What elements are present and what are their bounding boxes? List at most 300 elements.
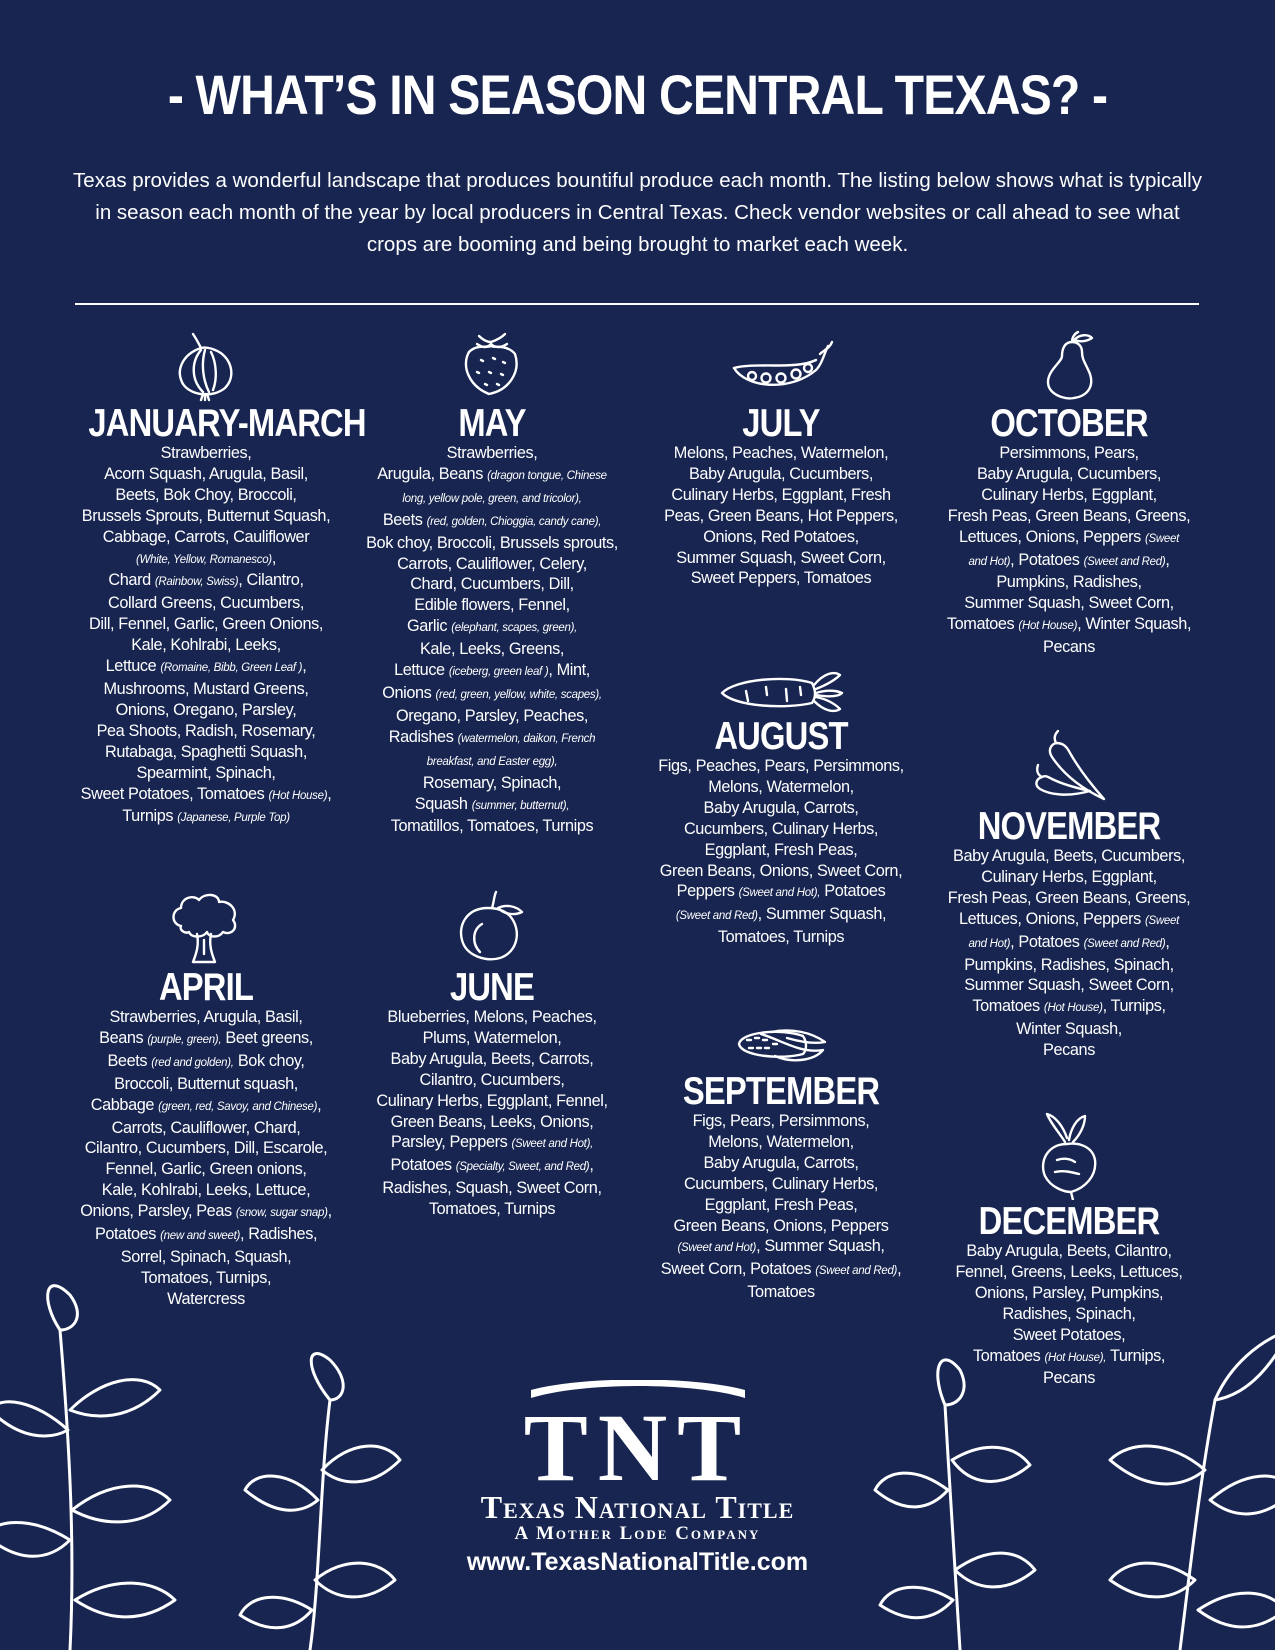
broccoli-icon	[66, 890, 346, 966]
produce-text: Arugula, Beans	[377, 464, 488, 483]
produce-text: Pecans	[1043, 1369, 1095, 1388]
produce-variety-note: (Rainbow, Swiss)	[154, 576, 239, 589]
produce-text: Radishes, Squash, Sweet Corn,	[382, 1179, 602, 1198]
produce-text: Baby Arugula, Cucumbers,	[976, 464, 1162, 483]
produce-variety-note: (Sweet and Hot),	[738, 887, 821, 900]
produce-text: Pumpkins, Radishes, Spinach,	[964, 955, 1174, 974]
produce-line	[929, 996, 1209, 1019]
produce-variety-note: (Sweet and Red)	[1083, 555, 1166, 568]
produce-line	[641, 1259, 921, 1282]
company-logo	[400, 1380, 875, 1544]
produce-text: Eggplant, Fresh Peas,	[704, 840, 858, 859]
produce-line	[352, 464, 632, 487]
produce-line	[641, 798, 921, 819]
produce-text: Melons, Watermelon,	[708, 1132, 854, 1151]
produce-list	[66, 443, 346, 829]
produce-line	[929, 1283, 1209, 1304]
produce-line	[352, 554, 632, 575]
produce-variety-note: (Sweet and Hot),	[511, 1138, 593, 1151]
produce-line	[66, 443, 346, 464]
produce-variety-note: (red and golden),	[151, 1056, 234, 1069]
month-heading: JUNE	[449, 966, 535, 1009]
season-block-sep	[641, 1020, 921, 1303]
month-heading: MAY	[458, 402, 526, 445]
produce-text: Figs, Pears, Persimmons,	[692, 1112, 870, 1130]
produce-text: Tomatoes	[973, 1346, 1045, 1365]
produce-line	[66, 548, 346, 571]
produce-line	[352, 727, 632, 750]
produce-text: ,	[327, 1202, 332, 1221]
produce-line	[352, 1028, 632, 1049]
produce-text: Dill, Fennel, Garlic, Green Onions,	[89, 615, 323, 634]
produce-text: Lettuce	[394, 661, 449, 680]
season-block-dec	[929, 1110, 1209, 1389]
produce-list	[352, 1007, 632, 1220]
produce-text: Baby Arugula, Beets, Cilantro,	[966, 1242, 1172, 1260]
produce-variety-note: (White, Yellow, Romanesco)	[136, 553, 272, 566]
logo-mark: TNT	[523, 1394, 752, 1501]
produce-text: Strawberries,	[160, 444, 252, 462]
produce-line	[641, 777, 921, 798]
produce-text: Onions, Red Potatoes,	[703, 527, 859, 546]
produce-list	[929, 1241, 1209, 1389]
produce-text: Radishes, Spinach,	[1002, 1304, 1136, 1323]
produce-line	[352, 1091, 632, 1112]
produce-text: Chard, Cucumbers, Dill,	[410, 575, 574, 594]
produce-line	[66, 1159, 346, 1180]
produce-line	[352, 1070, 632, 1091]
produce-text: Radishes	[388, 727, 458, 746]
produce-text: Baby Arugula, Cucumbers,	[688, 464, 874, 483]
produce-text: Onions	[382, 683, 436, 702]
produce-variety-note: (Sweet	[1145, 532, 1179, 545]
produce-text: Turnips,	[1106, 1346, 1165, 1365]
produce-variety-note: (watermelon, daikon, French	[457, 732, 596, 745]
produce-variety-note: (Hot House)	[268, 789, 328, 802]
produce-line	[352, 706, 632, 727]
produce-text: Acorn Squash, Arugula, Basil,	[104, 464, 308, 483]
produce-text: Eggplant, Fresh Peas,	[704, 1195, 858, 1214]
produce-line	[641, 861, 921, 882]
produce-text: Tomatoes, Turnips	[428, 1200, 556, 1219]
produce-line	[66, 593, 346, 614]
produce-line	[66, 656, 346, 679]
divider	[75, 303, 1199, 305]
produce-text: Strawberries, Arugula, Basil,	[109, 1008, 303, 1026]
produce-line	[66, 784, 346, 807]
produce-line	[641, 1216, 921, 1237]
produce-line	[66, 1180, 346, 1201]
produce-line	[66, 763, 346, 784]
produce-text: Cucumbers, Culinary Herbs,	[683, 1174, 879, 1193]
produce-variety-note: and Hot)	[968, 937, 1011, 950]
carrot-icon	[641, 665, 921, 715]
produce-text: Baby Arugula, Beets, Cucumbers,	[953, 847, 1185, 865]
produce-line	[66, 570, 346, 593]
produce-text: , Radishes,	[240, 1225, 318, 1244]
produce-variety-note: long, yellow pole, green, and tricolor),	[402, 492, 582, 505]
produce-line	[66, 1028, 346, 1051]
produce-text: Tomatillos, Tomatoes, Turnips	[390, 817, 594, 836]
produce-line	[352, 574, 632, 595]
produce-line	[66, 1247, 346, 1268]
produce-line	[66, 1138, 346, 1159]
produce-line	[641, 568, 921, 589]
produce-text: Collard Greens, Cucumbers,	[108, 594, 304, 613]
leaf-plant-left	[0, 1286, 175, 1650]
produce-text: Summer Squash, Sweet Corn,	[964, 594, 1174, 613]
produce-list	[641, 1111, 921, 1303]
produce-line	[352, 750, 632, 773]
produce-text: Tomatoes	[946, 615, 1019, 634]
produce-text: ,	[897, 1260, 902, 1279]
produce-text: , Potatoes	[1010, 932, 1084, 951]
produce-text: ,	[271, 548, 276, 567]
produce-text: ,	[317, 1095, 322, 1114]
produce-line	[352, 1178, 632, 1199]
produce-variety-note: (Hot House),	[1044, 1351, 1107, 1364]
pear-icon	[929, 330, 1209, 402]
produce-line	[641, 927, 921, 948]
produce-text: Turnips	[122, 807, 178, 826]
produce-line	[641, 840, 921, 861]
produce-text: Chard	[108, 571, 155, 590]
produce-line	[66, 614, 346, 635]
produce-text: Brussels Sprouts, Butternut Squash,	[81, 506, 331, 525]
produce-line	[641, 506, 921, 527]
produce-line	[929, 1368, 1209, 1389]
produce-text: , Winter Squash,	[1077, 615, 1192, 634]
produce-line	[352, 816, 632, 837]
produce-variety-note: (new and sweet)	[160, 1230, 241, 1243]
season-block-nov	[929, 725, 1209, 1061]
produce-text: Rutabaga, Spaghetti Squash,	[105, 742, 307, 761]
produce-text: Onions, Parsley, Peas	[80, 1202, 236, 1221]
produce-line	[929, 867, 1209, 888]
produce-text: Oregano, Parsley, Peaches,	[395, 706, 589, 725]
produce-text: Fennel, Garlic, Green onions,	[105, 1160, 307, 1179]
produce-line	[66, 742, 346, 763]
produce-text: Potatoes	[390, 1156, 456, 1175]
produce-line	[641, 1153, 921, 1174]
produce-list	[66, 1007, 346, 1310]
produce-text: Melons, Peaches, Watermelon,	[673, 444, 889, 462]
month-heading: JANUARY-MARCH	[88, 402, 366, 445]
logo-tagline: A Mother Lode Company	[514, 1523, 761, 1544]
peach-icon	[352, 890, 632, 966]
produce-line	[352, 1049, 632, 1070]
produce-line	[641, 548, 921, 569]
produce-text: Rosemary, Spinach,	[422, 773, 562, 792]
produce-line	[352, 639, 632, 660]
produce-line	[641, 1111, 921, 1132]
produce-text: Garlic	[406, 617, 452, 636]
produce-line	[66, 485, 346, 506]
page-title: - WHAT’S IN SEASON CENTRAL TEXAS? -	[167, 63, 1108, 126]
produce-variety-note: (iceberg, green leaf )	[448, 666, 549, 679]
produce-list	[352, 443, 632, 837]
produce-text: , Summer Squash,	[757, 905, 887, 924]
leaf-plant-center-right	[875, 1360, 1035, 1650]
produce-line	[66, 1201, 346, 1224]
produce-line	[352, 1199, 632, 1220]
produce-text: Kale, Kohlrabi, Leeks,	[131, 636, 281, 655]
season-block-apr	[66, 890, 346, 1310]
produce-line	[641, 1174, 921, 1195]
produce-text: , Cilantro,	[238, 571, 304, 590]
produce-list	[641, 756, 921, 948]
produce-text: Bok choy, Broccoli, Brussels sprouts,	[366, 533, 618, 552]
produce-line	[929, 932, 1209, 955]
produce-text: Persimmons, Pears,	[999, 444, 1139, 462]
produce-line	[641, 1132, 921, 1153]
produce-line	[66, 1224, 346, 1247]
onion-icon	[66, 330, 346, 402]
corn-icon	[641, 1020, 921, 1070]
produce-line	[641, 819, 921, 840]
month-heading: AUGUST	[714, 715, 848, 758]
season-block-jun	[352, 890, 632, 1220]
produce-text: Tomatoes, Turnips,	[140, 1268, 272, 1287]
produce-line	[66, 527, 346, 548]
website-link[interactable]: www.TexasNationalTitle.com	[466, 1548, 809, 1576]
produce-text: Baby Arugula, Carrots,	[703, 1153, 859, 1172]
produce-text: Sweet Corn, Potatoes	[660, 1260, 816, 1279]
produce-line	[641, 1195, 921, 1216]
produce-text: Onions, Parsley, Pumpkins,	[974, 1283, 1164, 1302]
produce-text: Cabbage, Carrots, Cauliflower	[102, 527, 310, 546]
produce-line	[352, 510, 632, 533]
produce-text: Onions, Oregano, Parsley,	[115, 700, 297, 719]
produce-text: Sorrel, Spinach, Squash,	[120, 1247, 292, 1266]
produce-text: Culinary Herbs, Eggplant,	[981, 485, 1157, 504]
produce-line	[66, 700, 346, 721]
season-block-may	[352, 330, 632, 837]
produce-text: Figs, Peaches, Pears, Persimmons,	[658, 757, 904, 775]
produce-line	[641, 464, 921, 485]
produce-line	[66, 1007, 346, 1028]
produce-text: Fresh Peas, Green Beans, Greens,	[947, 888, 1191, 907]
produce-line	[929, 637, 1209, 658]
strawberry-icon	[352, 330, 632, 402]
produce-text: Winter Squash,	[1016, 1020, 1122, 1039]
produce-text: Beet greens,	[221, 1028, 313, 1047]
produce-line	[352, 660, 632, 683]
produce-text: Lettuces, Onions, Peppers	[959, 527, 1145, 546]
produce-text: ,	[327, 784, 332, 803]
chili-pepper-icon	[929, 725, 1209, 805]
produce-line	[352, 487, 632, 510]
produce-text: , Turnips,	[1102, 997, 1166, 1016]
produce-line	[352, 683, 632, 706]
produce-line	[929, 846, 1209, 867]
produce-text: Pea Shoots, Radish, Rosemary,	[96, 721, 316, 740]
produce-text: Baby Arugula, Carrots,	[703, 798, 859, 817]
produce-text: Summer Squash, Sweet Corn,	[964, 976, 1174, 995]
produce-line	[929, 1346, 1209, 1369]
produce-line	[929, 909, 1209, 932]
produce-list	[641, 443, 921, 589]
produce-text: Carrots, Cauliflower, Chard,	[111, 1118, 301, 1137]
produce-variety-note: (summer, butternut),	[471, 799, 570, 812]
produce-text: Kale, Leeks, Greens,	[419, 640, 565, 659]
season-block-oct	[929, 330, 1209, 658]
produce-text: Tomatoes	[972, 997, 1044, 1016]
produce-line	[929, 443, 1209, 464]
produce-variety-note: (snow, sugar snap)	[235, 1207, 328, 1220]
produce-variety-note: (Hot House)	[1043, 1002, 1103, 1015]
produce-line	[929, 1262, 1209, 1283]
produce-variety-note: (red, green, yellow, white, scapes),	[435, 688, 602, 701]
produce-line	[929, 614, 1209, 637]
produce-line	[352, 1112, 632, 1133]
produce-text: Tomatoes	[747, 1283, 815, 1302]
produce-text: Mushrooms, Mustard Greens,	[103, 679, 309, 698]
produce-text: Potatoes	[820, 882, 886, 901]
produce-variety-note: (red, golden, Chioggia, candy cane),	[426, 515, 602, 528]
produce-line	[66, 506, 346, 527]
month-heading: SEPTEMBER	[682, 1070, 880, 1113]
produce-variety-note: (Japanese, Purple Top)	[177, 812, 290, 825]
produce-line	[641, 1236, 921, 1259]
season-block-aug	[641, 665, 921, 948]
produce-variety-note: (elephant, scapes, green),	[451, 622, 578, 635]
produce-line	[929, 550, 1209, 573]
produce-line	[352, 773, 632, 794]
produce-line	[352, 595, 632, 616]
produce-variety-note: (Specialty, Sweet, and Red)	[455, 1161, 590, 1174]
produce-variety-note: (Sweet and Red)	[1083, 937, 1166, 950]
produce-line	[929, 1019, 1209, 1040]
produce-variety-note: (Sweet and Red)	[675, 910, 758, 923]
produce-text: Fresh Peas, Green Beans, Greens,	[947, 506, 1191, 525]
produce-variety-note: (Sweet and Red)	[815, 1265, 898, 1278]
produce-text: Lettuce	[105, 657, 161, 676]
produce-text: Pumpkins, Radishes,	[996, 573, 1142, 592]
produce-text: Culinary Herbs, Eggplant, Fresh	[671, 485, 891, 504]
produce-variety-note: (purple, green),	[147, 1033, 222, 1046]
intro-paragraph: Texas provides a wonderful landscape that produces bountiful produce each month. The listing below shows what is typically in season each month of the year by local producers in Central Texas. Check vendor websites or call ahead to see what crops are booming and being brought to market each week.	[73, 169, 1202, 256]
produce-text: Sweet Potatoes, Tomatoes	[80, 784, 269, 803]
produce-line	[929, 955, 1209, 976]
month-heading: OCTOBER	[990, 402, 1148, 445]
produce-line	[352, 1132, 632, 1155]
produce-line	[66, 464, 346, 485]
produce-text: Green Beans, Onions, Sweet Corn,	[659, 861, 903, 880]
produce-text: Broccoli, Butternut squash,	[114, 1074, 298, 1093]
produce-line	[66, 1095, 346, 1118]
produce-text: Cucumbers, Culinary Herbs,	[683, 819, 879, 838]
produce-line	[66, 1289, 346, 1310]
produce-text: Watercress	[167, 1289, 245, 1308]
produce-line	[66, 1051, 346, 1074]
pea-pod-icon	[641, 330, 921, 402]
produce-line	[641, 527, 921, 548]
produce-line	[641, 881, 921, 904]
produce-text: ,	[1165, 932, 1170, 951]
produce-variety-note: (Sweet and Hot)	[677, 1242, 757, 1255]
produce-text: Cilantro, Cucumbers, Dill, Escarole,	[84, 1139, 328, 1158]
produce-variety-note: breakfast, and Easter egg),	[426, 755, 558, 768]
produce-line	[929, 1040, 1209, 1061]
produce-text: Lettuces, Onions, Peppers	[959, 909, 1145, 928]
produce-line	[641, 756, 921, 777]
produce-text: , Mint,	[548, 661, 590, 680]
month-heading: APRIL	[158, 966, 254, 1009]
produce-text: Fennel, Greens, Leeks, Lettuces,	[955, 1262, 1183, 1281]
produce-text: ,	[1165, 550, 1170, 569]
beet-icon	[929, 1110, 1209, 1200]
produce-line	[929, 1325, 1209, 1346]
produce-line	[641, 904, 921, 927]
produce-variety-note: (Romaine, Bibb, Green Leaf )	[160, 662, 303, 675]
produce-line	[66, 635, 346, 656]
produce-text: Beets	[107, 1051, 152, 1070]
produce-line	[929, 593, 1209, 614]
produce-variety-note: (dragon tongue, Chinese	[487, 469, 607, 482]
produce-line	[352, 616, 632, 639]
produce-text: Parsley, Peppers	[391, 1133, 512, 1152]
produce-variety-note: and Hot)	[968, 555, 1011, 568]
produce-list	[929, 846, 1209, 1061]
produce-text: Pecans	[1043, 1041, 1095, 1060]
produce-text: Blueberries, Melons, Peaches,	[387, 1008, 597, 1026]
produce-text: Peas, Green Beans, Hot Peppers,	[664, 506, 898, 525]
produce-text: , Potatoes	[1010, 550, 1084, 569]
produce-line	[66, 1268, 346, 1289]
produce-text: Bok choy,	[233, 1051, 305, 1070]
month-heading: NOVEMBER	[977, 805, 1161, 848]
produce-line	[66, 721, 346, 742]
produce-text: Carrots, Cauliflower, Celery,	[397, 554, 587, 573]
produce-line	[929, 527, 1209, 550]
month-heading: JULY	[742, 402, 820, 445]
season-block-jul	[641, 330, 921, 589]
produce-text: Culinary Herbs, Eggplant,	[981, 867, 1157, 886]
produce-variety-note: (Sweet	[1145, 914, 1179, 927]
produce-line	[929, 888, 1209, 909]
produce-text: ,	[589, 1156, 594, 1175]
produce-text: Cilantro, Cucumbers,	[419, 1070, 565, 1089]
produce-line	[66, 806, 346, 829]
produce-text: Baby Arugula, Beets, Carrots,	[390, 1049, 594, 1068]
produce-line	[929, 1304, 1209, 1325]
produce-list	[929, 443, 1209, 658]
produce-text: Culinary Herbs, Eggplant, Fennel,	[376, 1091, 608, 1110]
produce-line	[352, 794, 632, 817]
produce-line	[352, 443, 632, 464]
produce-variety-note: (Hot House)	[1018, 620, 1078, 633]
produce-line	[929, 464, 1209, 485]
produce-line	[352, 1155, 632, 1178]
produce-line	[929, 506, 1209, 527]
produce-text: Edible flowers, Fennel,	[414, 596, 570, 615]
produce-text: Peppers	[676, 882, 739, 901]
produce-text: Green Beans, Leeks, Onions,	[390, 1112, 594, 1131]
produce-text: Pecans	[1043, 638, 1095, 657]
produce-line	[929, 975, 1209, 996]
produce-line	[929, 572, 1209, 593]
produce-text: Green Beans, Onions, Peppers	[673, 1216, 889, 1235]
produce-line	[641, 485, 921, 506]
produce-line	[66, 679, 346, 700]
produce-text: Spearmint, Spinach,	[136, 763, 276, 782]
produce-text: Strawberries,	[446, 444, 538, 462]
produce-text: Beets	[382, 510, 427, 529]
produce-variety-note: (green, red, Savoy, and Chinese)	[158, 1100, 318, 1113]
leaf-plant-center-left	[240, 1354, 400, 1650]
produce-text: Kale, Kohlrabi, Leeks, Lettuce,	[101, 1181, 311, 1200]
